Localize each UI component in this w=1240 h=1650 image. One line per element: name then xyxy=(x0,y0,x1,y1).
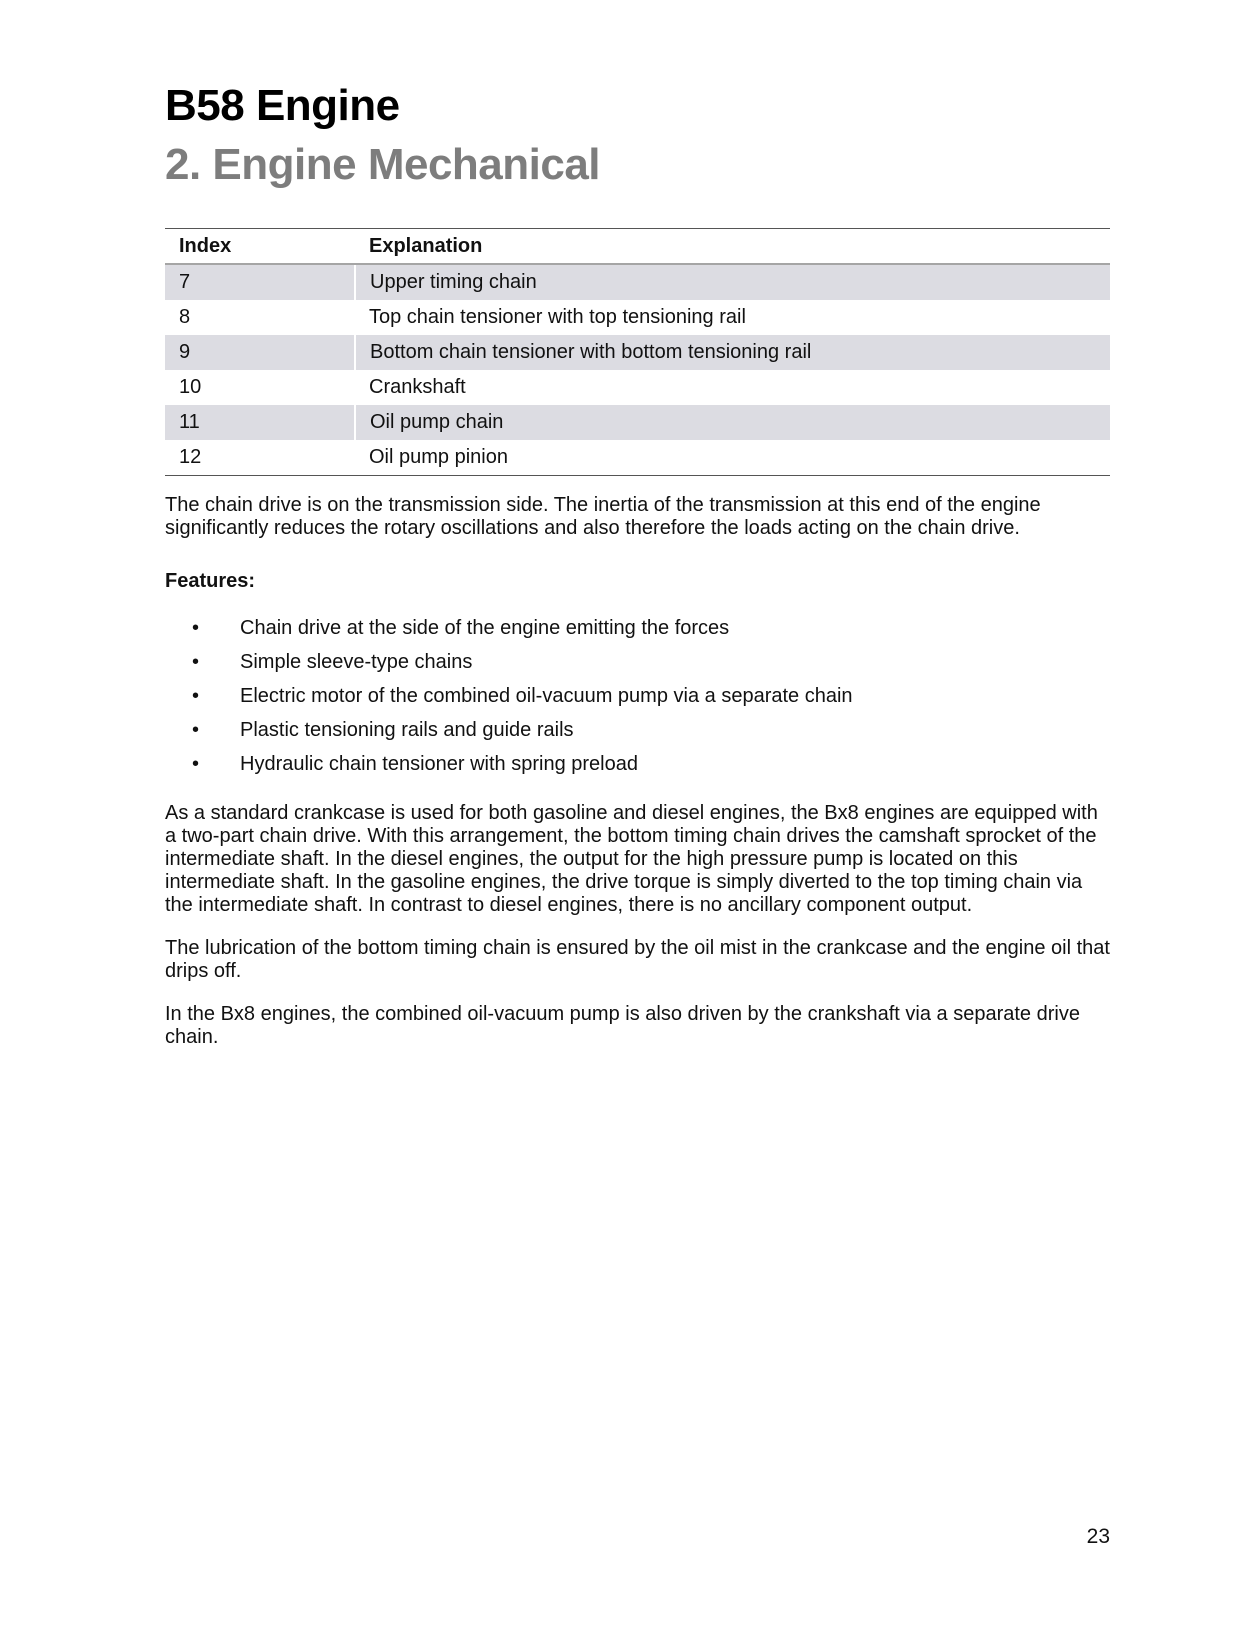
column-header-index: Index xyxy=(165,229,355,265)
table-cell-index: 8 xyxy=(179,306,191,328)
table-cell-explanation: Crankshaft xyxy=(369,376,466,398)
table-row xyxy=(165,264,1110,300)
page-number: 23 xyxy=(1086,1525,1110,1548)
document-title: B58 Engine xyxy=(165,81,400,130)
table-cell-index: 7 xyxy=(165,264,355,300)
table-header-row xyxy=(165,229,1110,265)
bullet-icon: • xyxy=(192,617,200,639)
table-row xyxy=(165,300,1110,335)
list-item-text: Plastic tensioning rails and guide rails xyxy=(240,719,574,741)
table-row xyxy=(165,335,1110,370)
table-row xyxy=(165,405,1110,440)
bullet-icon: • xyxy=(192,719,200,741)
list-item-text: Chain drive at the side of the engine emitting the forces xyxy=(240,617,730,639)
list-item-text: Electric motor of the combined oil-vacuum pump via a separate chain xyxy=(240,685,853,707)
table-row xyxy=(165,370,1110,405)
list-item-text: Hydraulic chain tensioner with spring preload xyxy=(240,753,638,775)
list-item xyxy=(165,719,1110,742)
table-cell-explanation: Bottom chain tensioner with bottom tensioning rail xyxy=(355,335,1110,370)
column-header-explanation: Explanation xyxy=(355,229,1110,265)
paragraph-oil-vacuum-pump: In the Bx8 engines, the combined oil-vacuum pump is also driven by the crankshaft via a separate drive chain. xyxy=(165,1003,1080,1048)
table-cell-explanation: Upper timing chain xyxy=(355,264,1110,300)
table-cell-index: 11 xyxy=(165,405,355,440)
paragraph-lubrication: The lubrication of the bottom timing chain is ensured by the oil mist in the crankcase and the engine oil that drips off. xyxy=(165,937,1110,982)
bullet-icon: • xyxy=(192,651,200,673)
list-item xyxy=(165,685,1110,708)
table-cell-index: 10 xyxy=(179,376,202,398)
bullet-icon: • xyxy=(192,753,200,775)
bullet-icon: • xyxy=(192,685,200,707)
table-row xyxy=(165,440,1110,476)
table-cell-explanation: Top chain tensioner with top tensioning rail xyxy=(369,306,746,328)
table-cell-explanation: Oil pump pinion xyxy=(355,440,1110,476)
paragraph-chain-drive: The chain drive is on the transmission side. The inertia of the transmission at this end of the engine significantly reduces the rotary oscillations and also therefore the loads acting on the chain drive. xyxy=(165,494,1041,539)
features-heading: Features: xyxy=(165,570,256,592)
list-item-text: Simple sleeve-type chains xyxy=(240,651,473,673)
paragraph-crankcase: As a standard crankcase is used for both gasoline and diesel engines, the Bx8 engines are equipped with a two-part chain drive. With this arrangement, the bottom timing chain drives the camshaft sprocket of the intermediate shaft. In the diesel engines, the output for the high pressure pump is located on this intermediate shaft. In the gasoline engines, the drive torque is simply diverted to the top timing chain via the intermediate shaft. In contrast to diesel engines, there is no ancillary component output. xyxy=(165,802,1098,916)
table-cell-index: 9 xyxy=(165,335,355,370)
list-item xyxy=(165,651,1110,674)
index-table xyxy=(165,228,1110,476)
document-page xyxy=(165,80,1110,1049)
list-item xyxy=(165,753,1110,776)
section-title: 2. Engine Mechanical xyxy=(165,140,601,189)
list-item xyxy=(165,617,1110,640)
table-cell-index: 12 xyxy=(165,440,355,476)
feature-list xyxy=(165,617,1110,776)
table-cell-explanation: Oil pump chain xyxy=(355,405,1110,440)
